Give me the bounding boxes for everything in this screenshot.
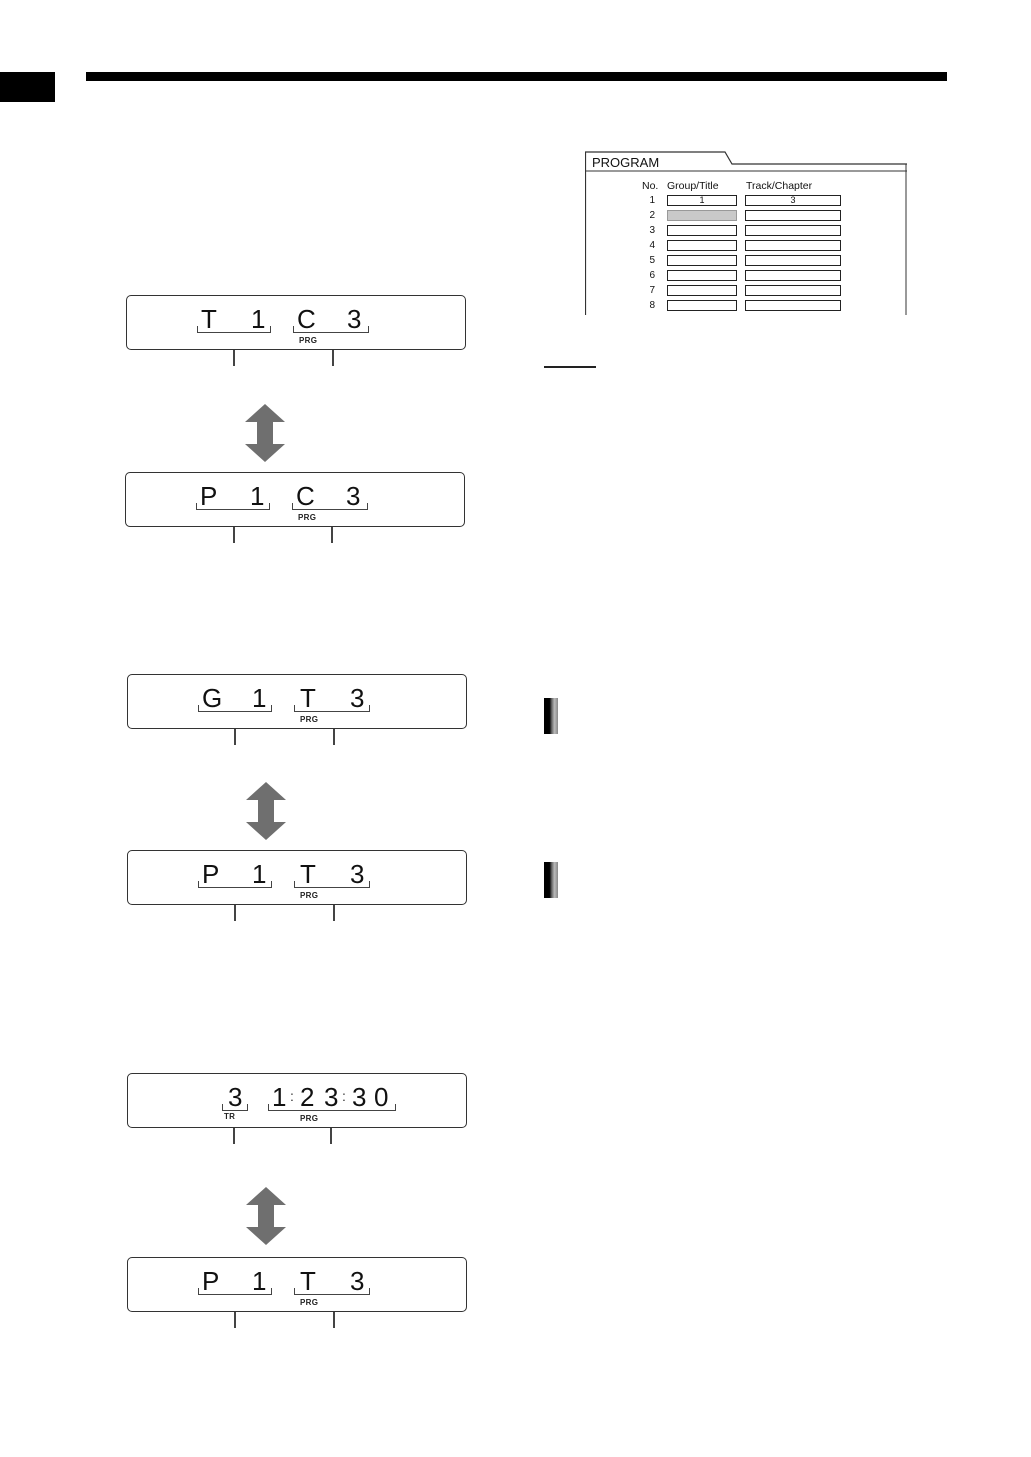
display-char: 1 <box>251 304 266 334</box>
leader-line <box>332 350 334 366</box>
group-title-field[interactable] <box>667 300 737 311</box>
track-chapter-field[interactable] <box>745 225 841 236</box>
track-chapter-field[interactable] <box>745 240 841 251</box>
row-number: 5 <box>649 255 655 266</box>
track-chapter-field[interactable] <box>745 210 841 221</box>
display-char: 1 <box>250 481 265 511</box>
leader-line <box>330 1128 332 1144</box>
display-char: T <box>201 304 217 334</box>
row-number: 1 <box>649 195 655 206</box>
tr-indicator: TR <box>224 1112 236 1121</box>
display-group-normal <box>127 674 467 729</box>
bracket <box>268 1104 396 1111</box>
bracket <box>294 1288 370 1295</box>
prg-indicator: PRG <box>299 336 318 345</box>
group-title-field[interactable] <box>667 270 737 281</box>
section-marker <box>544 698 558 734</box>
leader-line <box>234 905 236 921</box>
display-char: C <box>296 481 315 511</box>
track-chapter-field[interactable] <box>745 300 841 311</box>
display-time-program <box>127 1257 467 1312</box>
display-char: 3 <box>350 859 365 889</box>
display-char: P <box>202 859 220 889</box>
bracket <box>293 326 369 333</box>
leader-line <box>233 350 235 366</box>
display-dvd-program <box>125 472 465 527</box>
group-title-field[interactable] <box>667 255 737 266</box>
track-chapter-field[interactable] <box>745 255 841 266</box>
prg-indicator: PRG <box>300 715 319 724</box>
leader-line <box>233 1128 235 1144</box>
time-digit: 3 <box>324 1082 339 1112</box>
bracket <box>222 1104 248 1111</box>
leader-line <box>233 527 235 543</box>
display-char: 1 <box>252 1266 267 1296</box>
display-char: 1 <box>252 683 267 713</box>
leader-line <box>333 1312 335 1328</box>
track-chapter-field[interactable] <box>745 285 841 296</box>
track-chapter-field[interactable] <box>745 270 841 281</box>
time-digit: 0 <box>374 1082 389 1112</box>
bracket <box>197 326 271 333</box>
group-title-field[interactable] <box>667 225 737 236</box>
section-marker <box>544 862 558 898</box>
leader-line <box>234 729 236 745</box>
prg-indicator: PRG <box>300 1298 319 1307</box>
header-group-title: Group/Title <box>667 180 719 192</box>
display-char: P <box>202 1266 220 1296</box>
bracket <box>294 881 370 888</box>
display-char: T <box>300 859 316 889</box>
time-digit: 2 <box>300 1082 315 1112</box>
leader-line <box>333 905 335 921</box>
bracket <box>294 705 370 712</box>
display-char: 3 <box>350 1266 365 1296</box>
bracket <box>292 503 368 510</box>
display-char: 3 <box>350 683 365 713</box>
time-digit: 1 <box>272 1082 287 1112</box>
leader-line <box>234 1312 236 1328</box>
display-char: 3 <box>346 481 361 511</box>
time-separator: : <box>290 1088 294 1104</box>
display-char: G <box>202 683 223 713</box>
leader-line <box>333 729 335 745</box>
header-no: No. <box>642 180 659 192</box>
bracket <box>198 705 272 712</box>
display-char: T <box>300 683 316 713</box>
group-title-field[interactable]: 1 <box>667 195 737 206</box>
group-title-field[interactable] <box>667 285 737 296</box>
prg-indicator: PRG <box>298 513 317 522</box>
program-tab-label: PROGRAM <box>592 155 660 170</box>
page-tab-marker <box>0 72 55 102</box>
double-arrow-icon <box>246 782 286 840</box>
track-chapter-field[interactable]: 3 <box>745 195 841 206</box>
double-arrow-icon <box>245 404 285 462</box>
header-rule <box>86 72 947 81</box>
row-number: 6 <box>649 270 655 281</box>
bracket <box>198 1288 272 1295</box>
program-screen <box>585 150 907 315</box>
display-char: T <box>300 1266 316 1296</box>
row-number: 4 <box>649 240 655 251</box>
prg-indicator: PRG <box>300 891 319 900</box>
display-dvd-normal <box>126 295 466 350</box>
row-number: 3 <box>649 225 655 236</box>
group-title-field[interactable] <box>667 240 737 251</box>
row-number: 2 <box>649 210 655 221</box>
double-arrow-icon <box>246 1187 286 1245</box>
group-title-field[interactable] <box>667 210 737 221</box>
row-number: 7 <box>649 285 655 296</box>
display-char: 3 <box>347 304 362 334</box>
prg-indicator: PRG <box>300 1114 319 1123</box>
display-char: 1 <box>252 859 267 889</box>
header-track-chapter: Track/Chapter <box>746 180 813 192</box>
display-char: C <box>297 304 316 334</box>
note-heading-underline <box>544 366 596 368</box>
display-time-normal <box>127 1073 467 1128</box>
leader-line <box>331 527 333 543</box>
display-group-program <box>127 850 467 905</box>
track-number: 3 <box>228 1082 243 1112</box>
time-digit: 3 <box>352 1082 367 1112</box>
time-separator: : <box>342 1088 346 1104</box>
row-number: 8 <box>649 300 655 311</box>
bracket <box>196 503 270 510</box>
display-char: P <box>200 481 218 511</box>
bracket <box>198 881 272 888</box>
